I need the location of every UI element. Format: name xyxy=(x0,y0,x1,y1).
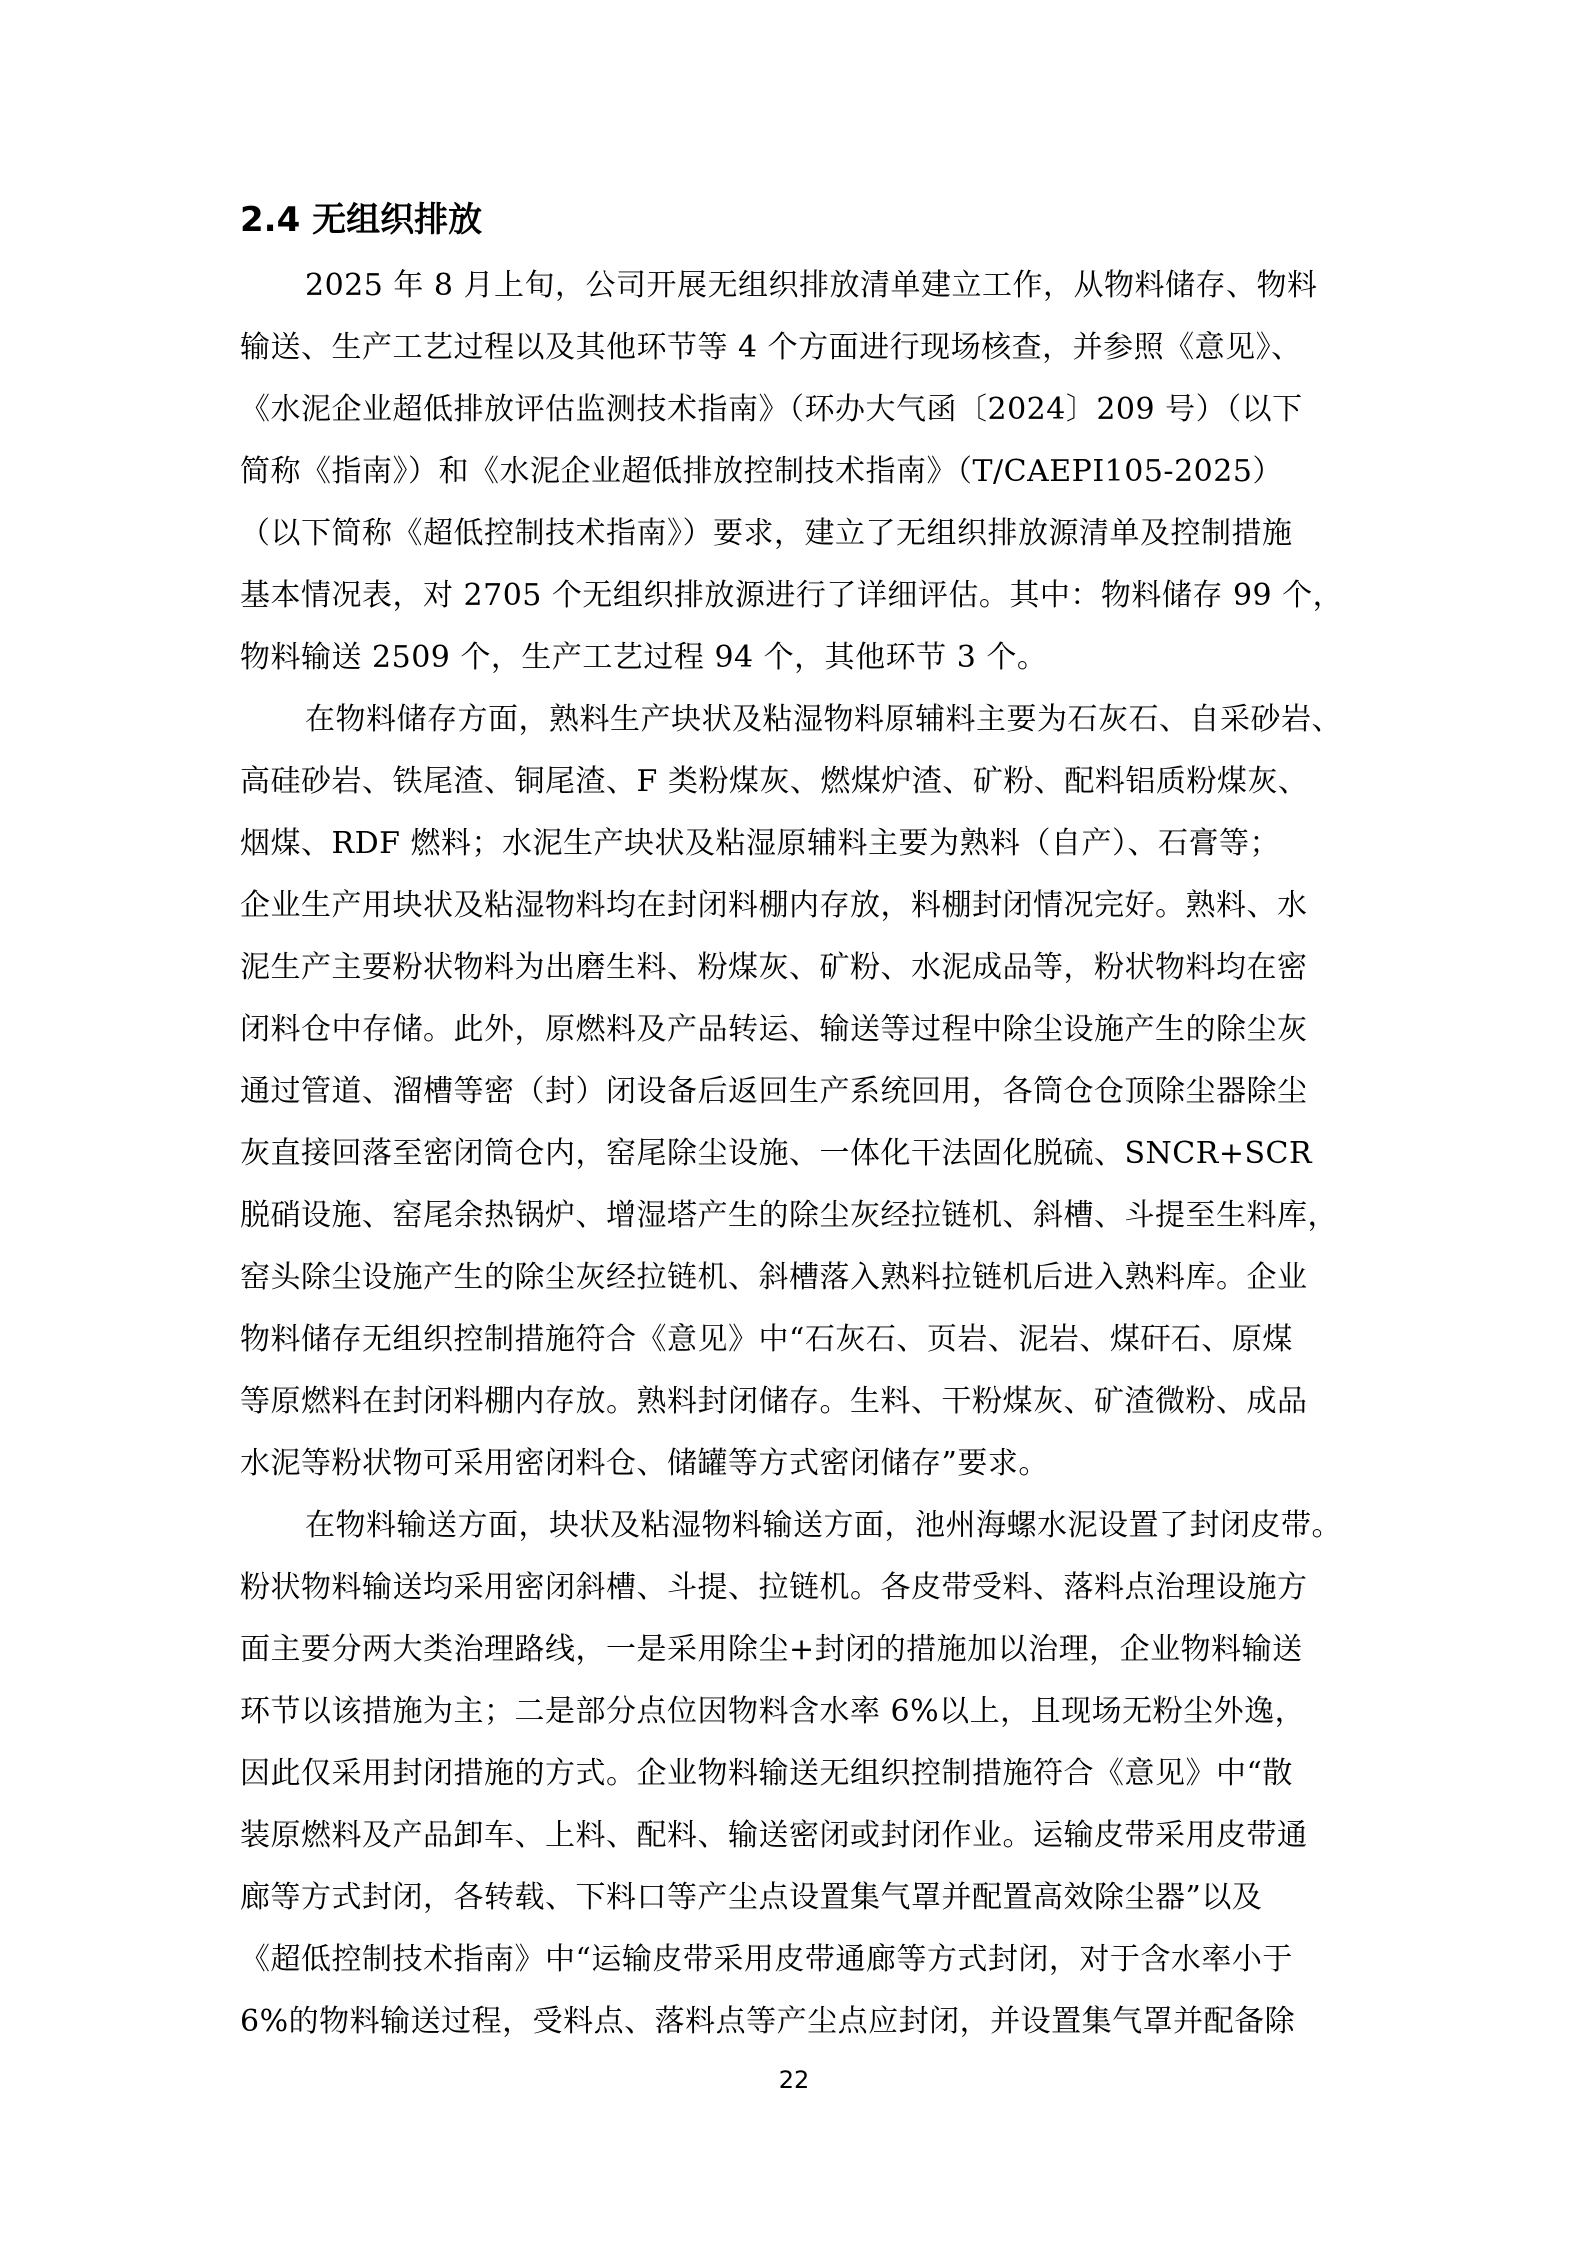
text-line: 企业生产用块状及粘湿物料均在封闭料棚内存放，料棚封闭情况完好。熟料、水 xyxy=(240,888,1308,923)
text-line: 物料储存无组织控制措施符合《意见》中“石灰石、页岩、泥岩、煤矸石、原煤 xyxy=(240,1322,1293,1357)
text-line: 在物料输送方面，块状及粘湿物料输送方面，池州海螺水泥设置了封闭皮带。 xyxy=(305,1508,1342,1543)
text-line: 粉状物料输送均采用密闭斜槽、斗提、拉链机。各皮带受料、落料点治理设施方 xyxy=(240,1570,1308,1605)
text-line: 通过管道、溜槽等密（封）闭设备后返回生产系统回用，各筒仓仓顶除尘器除尘 xyxy=(240,1074,1308,1109)
text-line: 烟煤、RDF 燃料；水泥生产块状及粘湿原辅料主要为熟料（自产）、石膏等； xyxy=(240,826,1280,861)
text-line: 2025 年 8 月上旬，公司开展无组织排放清单建立工作，从物料储存、物料 xyxy=(305,268,1318,303)
text-line: 6%的物料输送过程，受料点、落料点等产尘点应封闭，并设置集气罩并配备除 xyxy=(240,2004,1296,2039)
text-line: 物料输送 2509 个，生产工艺过程 94 个，其他环节 3 个。 xyxy=(240,640,1048,675)
text-line: 环节以该措施为主；二是部分点位因物料含水率 6%以上，且现场无粉尘外逸， xyxy=(240,1694,1306,1729)
text-line: 等原燃料在封闭料棚内存放。熟料封闭储存。生料、干粉煤灰、矿渣微粉、成品 xyxy=(240,1384,1308,1419)
page-number: 22 xyxy=(778,2066,810,2094)
text-line: 高硅砂岩、铁尾渣、铜尾渣、F 类粉煤灰、燃煤炉渣、矿粉、配料铝质粉煤灰、 xyxy=(240,764,1309,799)
text-line: （以下简称《超低控制技术指南》）要求，建立了无组织排放源清单及控制措施 xyxy=(240,516,1293,551)
text-line: 闭料仓中存储。此外，原燃料及产品转运、输送等过程中除尘设施产生的除尘灰 xyxy=(240,1012,1308,1047)
text-line: 简称《指南》）和《水泥企业超低排放控制技术指南》（T/CAEPI105-2025） xyxy=(240,454,1283,489)
text-line: 输送、生产工艺过程以及其他环节等 4 个方面进行现场核查，并参照《意见》、 xyxy=(240,330,1302,365)
text-line: 基本情况表，对 2705 个无组织排放源进行了详细评估。其中：物料储存 99 个， xyxy=(240,578,1344,613)
text-line: 水泥等粉状物可采用密闭料仓、储罐等方式密闭储存”要求。 xyxy=(240,1446,1049,1481)
text-line: 因此仅采用封闭措施的方式。企业物料输送无组织控制措施符合《意见》中“散 xyxy=(240,1756,1293,1791)
text-line: 《超低控制技术指南》中“运输皮带采用皮带通廊等方式封闭，对于含水率小于 xyxy=(240,1942,1293,1977)
text-line: 窑头除尘设施产生的除尘灰经拉链机、斜槽落入熟料拉链机后进入熟料库。企业 xyxy=(240,1260,1308,1295)
text-line: 在物料储存方面，熟料生产块状及粘湿物料原辅料主要为石灰石、自采砂岩、 xyxy=(305,702,1342,737)
text-line: 《水泥企业超低排放评估监测技术指南》（环办大气函〔2024〕209 号）（以下 xyxy=(240,392,1303,427)
text-line: 脱硝设施、窑尾余热锅炉、增湿塔产生的除尘灰经拉链机、斜槽、斗提至生料库， xyxy=(240,1198,1338,1233)
section-heading: 2.4 无组织排放 xyxy=(240,200,483,240)
text-line: 廊等方式封闭，各转载、下料口等产尘点设置集气罩并配置高效除尘器”以及 xyxy=(240,1880,1263,1915)
text-line: 泥生产主要粉状物料为出磨生料、粉煤灰、矿粉、水泥成品等，粉状物料均在密 xyxy=(240,950,1308,985)
text-line: 面主要分两大类治理路线，一是采用除尘+封闭的措施加以治理，企业物料输送 xyxy=(240,1632,1303,1667)
text-line: 灰直接回落至密闭筒仓内，窑尾除尘设施、一体化干法固化脱硫、SNCR+SCR xyxy=(240,1136,1313,1171)
text-line: 装原燃料及产品卸车、上料、配料、输送密闭或封闭作业。运输皮带采用皮带通 xyxy=(240,1818,1308,1853)
